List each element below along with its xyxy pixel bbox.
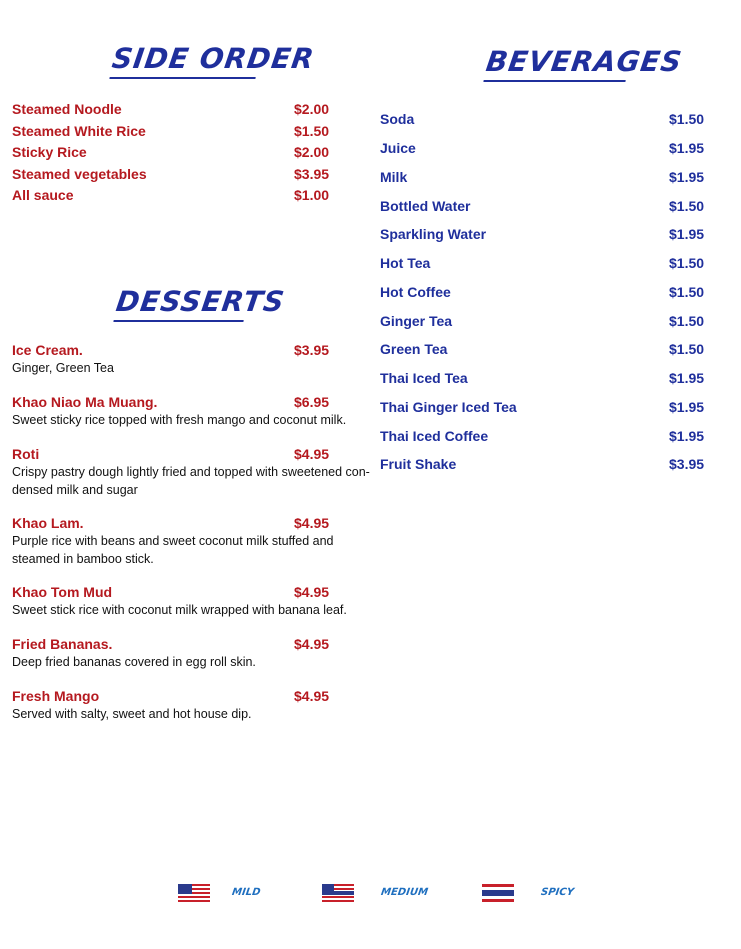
beverage-name: Thai Iced Coffee	[380, 428, 489, 444]
desserts-heading	[113, 285, 287, 322]
dessert-description: Purple rice with beans and sweet coconut milk stuffed and	[12, 534, 334, 548]
dessert-price: $4.95	[294, 446, 330, 462]
medium-label: MEDIUM	[380, 887, 429, 898]
dessert-description-cont: densed milk and sugar	[12, 483, 138, 497]
dessert-name: Khao Lam.	[12, 515, 84, 531]
beverage-price: $1.95	[669, 226, 705, 242]
beverage-price: $3.95	[669, 456, 705, 472]
side-item-price: $1.00	[294, 187, 330, 203]
beverage-price: $1.50	[669, 111, 705, 127]
beverage-price: $1.50	[669, 284, 705, 300]
beverage-name: Bottled Water	[380, 198, 471, 214]
desserts-title: DESSERTS	[113, 285, 288, 318]
beverage-price: $1.95	[669, 370, 705, 386]
beverage-name: Juice	[380, 140, 416, 156]
mixed-flag-icon	[322, 884, 354, 902]
dessert-price: $6.95	[294, 394, 330, 410]
beverage-price: $1.50	[669, 313, 705, 329]
spicy-label: SPICY	[540, 887, 575, 898]
side-item-name: Steamed White Rice	[12, 123, 146, 139]
dessert-price: $3.95	[294, 342, 330, 358]
side-item-price: $2.00	[294, 101, 330, 117]
dessert-description: Sweet stick rice with coconut milk wrapped with banana leaf.	[12, 603, 347, 617]
beverage-name: Sparkling Water	[380, 226, 487, 242]
dessert-description: Sweet sticky rice topped with fresh mango and coconut milk.	[12, 413, 347, 427]
side-order-title: SIDE ORDER	[109, 42, 317, 75]
side-order-underline	[109, 77, 255, 79]
beverage-price: $1.95	[669, 399, 705, 415]
dessert-price: $4.95	[294, 688, 330, 704]
beverage-name: Hot Tea	[380, 255, 431, 271]
dessert-name: Khao Niao Ma Muang.	[12, 394, 158, 410]
side-item-name: Steamed vegetables	[12, 166, 147, 182]
dessert-name: Fried Bananas.	[12, 636, 113, 652]
side-item-name: Steamed Noodle	[12, 101, 122, 117]
side-order-heading	[109, 42, 316, 79]
dessert-price: $4.95	[294, 636, 330, 652]
beverage-name: Thai Iced Tea	[380, 370, 468, 386]
beverage-price: $1.50	[669, 341, 705, 357]
beverages-title: BEVERAGES	[483, 45, 685, 78]
beverage-name: Ginger Tea	[380, 313, 453, 329]
thai-flag-icon	[482, 884, 514, 902]
beverage-price: $1.50	[669, 255, 705, 271]
dessert-description: Crispy pastry dough lightly fried and topped with sweetened con-	[12, 465, 370, 479]
dessert-description-cont: steamed in bamboo stick.	[12, 552, 154, 566]
beverage-name: Thai Ginger Iced Tea	[380, 399, 517, 415]
side-item-name: All sauce	[12, 187, 74, 203]
mild-label: MILD	[231, 887, 262, 898]
beverage-name: Milk	[380, 169, 408, 185]
beverage-price: $1.95	[669, 169, 705, 185]
side-item-price: $2.00	[294, 144, 330, 160]
dessert-name: Ice Cream.	[12, 342, 83, 358]
dessert-description: Served with salty, sweet and hot house dip.	[12, 707, 252, 721]
beverage-name: Fruit Shake	[380, 456, 457, 472]
dessert-description: Deep fried bananas covered in egg roll skin.	[12, 655, 256, 669]
side-item-price: $1.50	[294, 123, 330, 139]
beverages-underline	[483, 80, 625, 82]
beverages-heading	[483, 45, 684, 82]
dessert-price: $4.95	[294, 515, 330, 531]
dessert-price: $4.95	[294, 584, 330, 600]
desserts-underline	[113, 320, 243, 322]
dessert-name: Khao Tom Mud	[12, 584, 113, 600]
side-item-price: $3.95	[294, 166, 330, 182]
side-item-name: Sticky Rice	[12, 144, 87, 160]
dessert-description: Ginger, Green Tea	[12, 361, 114, 375]
us-flag-icon	[178, 884, 210, 902]
beverage-price: $1.95	[669, 140, 705, 156]
beverage-name: Hot Coffee	[380, 284, 451, 300]
dessert-name: Roti	[12, 446, 40, 462]
beverage-price: $1.50	[669, 198, 705, 214]
beverage-price: $1.95	[669, 428, 705, 444]
beverage-name: Soda	[380, 111, 415, 127]
dessert-name: Fresh Mango	[12, 688, 100, 704]
beverage-name: Green Tea	[380, 341, 448, 357]
